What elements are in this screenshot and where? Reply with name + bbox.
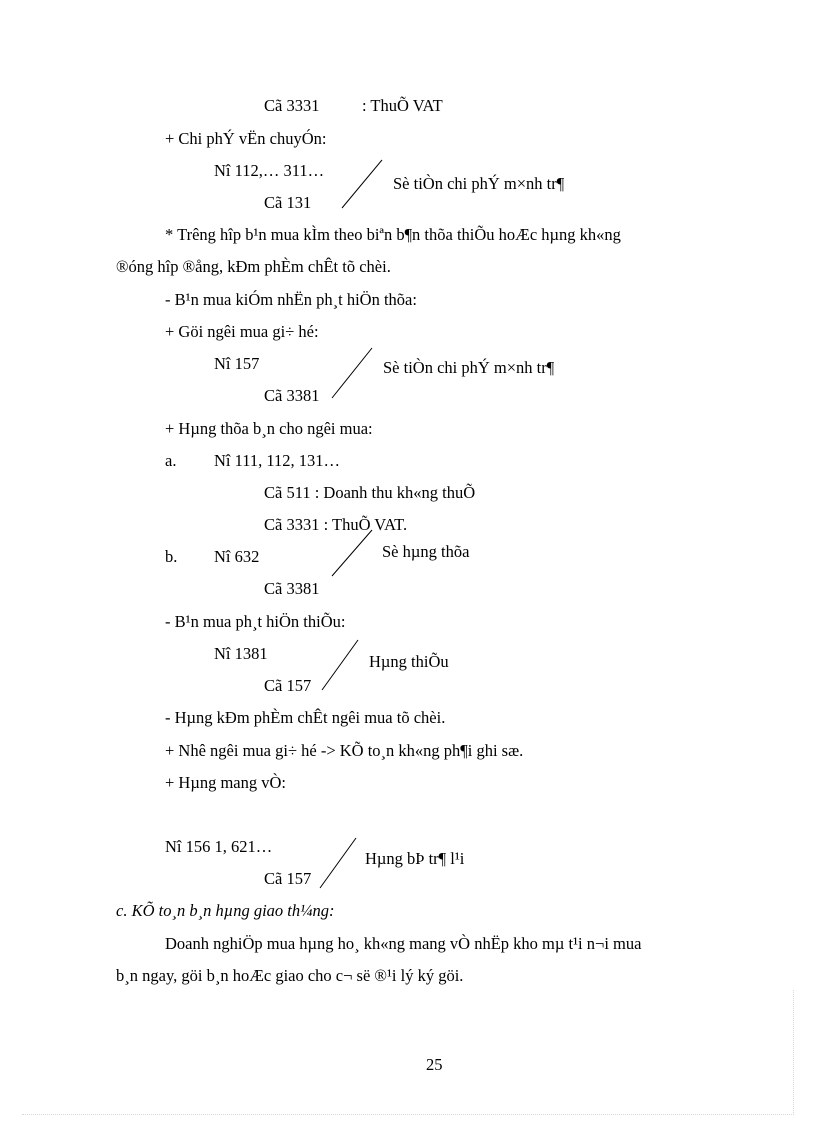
diagonal-slash-1 (340, 158, 384, 210)
note-shortage: Hµng thiÕu (369, 652, 449, 671)
entry-debit-157: Nî 157 (214, 354, 260, 373)
paragraph-line: b¸n ngay, göi b¸n hoÆc giao cho c¬ së ®¹i lý ký göi. (116, 966, 464, 985)
page-number: 25 (426, 1055, 443, 1074)
paragraph-line: ®óng hîp ®ång, kÐm phÈm chÊt tõ chèi. (116, 257, 391, 276)
page-border-bottom (22, 1114, 794, 1115)
note-cost-paid-1: Sè tiÒn chi phÝ m×nh tr¶ (393, 174, 565, 193)
entry-debit-632: Nî 632 (214, 547, 260, 566)
entry-debit-1561: Nî 156 1, 621… (165, 837, 273, 856)
shortage-heading: - B¹n mua ph¸t hiÖn thiÕu: (165, 612, 346, 631)
transport-cost-heading: + Chi phÝ vËn chuyÓn: (165, 129, 327, 148)
excess-sell-heading: + Hµng thõa b¸n cho ngêi mua: (165, 419, 373, 438)
section-heading: c. KÕ to¸n b¸n hµng giao th¼ng: (116, 901, 335, 920)
entry-credit-511: Cã 511 : Doanh thu kh«ng thuÕ (264, 483, 476, 502)
diagonal-slash-3 (330, 528, 374, 578)
diagonal-slash-4 (320, 638, 360, 692)
entry-credit-3381-b: Cã 3381 (264, 579, 320, 598)
item-marker-b: b. (165, 547, 178, 566)
note-cost-paid-2: Sè tiÒn chi phÝ m×nh tr¶ (383, 358, 555, 377)
entry-credit-3381: Cã 3381 (264, 386, 320, 405)
entry-credit-3331-label: : ThuÕ VAT (362, 96, 443, 115)
excess-heading: - B¹n mua kiÓm nhËn ph¸t hiÖn thõa: (165, 290, 417, 309)
excess-hold-heading: + Göi ngêi mua gi÷ hé: (165, 322, 319, 341)
entry-debit-111: Nî 111, 112, 131… (214, 451, 341, 470)
entry-credit-131: Cã 131 (264, 193, 312, 212)
paragraph-line: Doanh nghiÖp mua hµng ho¸ kh«ng mang vÒ nhËp kho mµ t¹i n¬i mua (165, 934, 642, 953)
entry-debit-1381: Nî 1381 (214, 644, 268, 663)
entry-credit-157: Cã 157 (264, 676, 312, 695)
rejected-hold-note: + Nhê ngêi mua gi÷ hé -> KÕ to¸n kh«ng ph¶i ghi sæ. (165, 741, 524, 760)
goods-returned-heading: + Hµng mang vÒ: (165, 773, 287, 792)
entry-debit-112: Nî 112,… 311… (214, 161, 325, 180)
note-returned-goods: Hµng bÞ tr¶ l¹i (365, 849, 465, 868)
diagonal-slash-2 (330, 346, 374, 400)
note-excess-goods: Sè hµng thõa (382, 542, 470, 561)
item-marker-a: a. (165, 451, 177, 470)
diagonal-slash-5 (318, 836, 358, 890)
rejected-goods-heading: - Hµng kÐm phÈm chÊt ngêi mua tõ chèi. (165, 708, 446, 727)
entry-credit-3331-vat: Cã 3331 : ThuÕ VAT. (264, 515, 408, 534)
page-border-right (793, 990, 794, 1115)
entry-credit-157-b: Cã 157 (264, 869, 312, 888)
entry-credit-3331: Cã 3331 (264, 96, 320, 115)
paragraph-line: * Trêng hîp b¹n mua kÌm theo biªn b¶n thõa thiÕu hoÆc hµng kh«ng (165, 225, 621, 244)
